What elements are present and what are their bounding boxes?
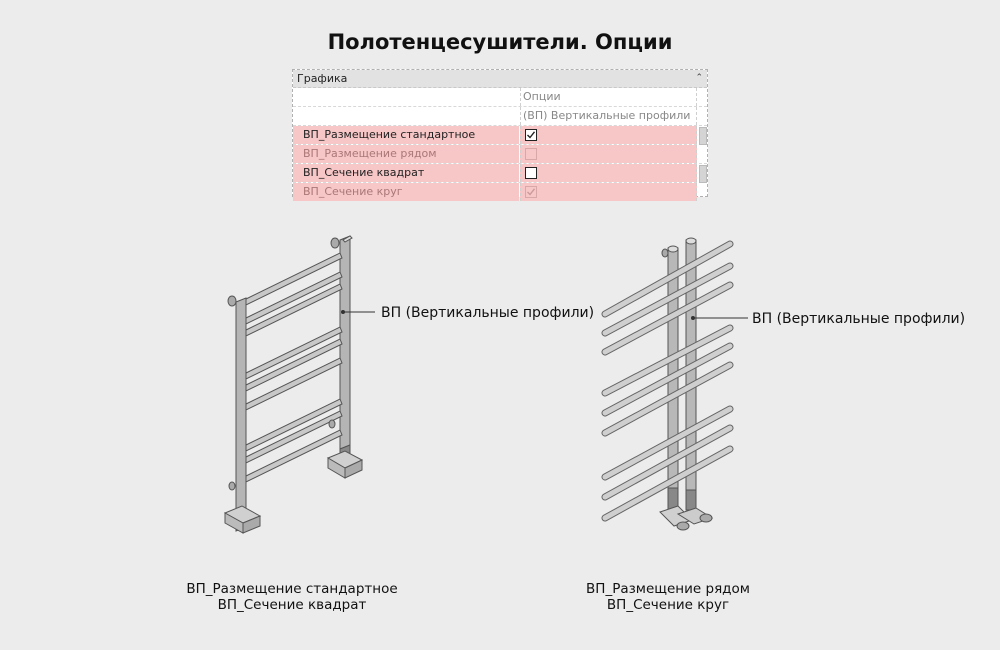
header-value-options: Опции [520,88,697,106]
caption-right-line1: ВП_Размещение рядом [586,581,750,597]
caption-left [132,581,452,613]
param-name: ВП_Сечение квадрат [293,164,519,182]
collapse-icon[interactable]: ⌃ [695,73,703,83]
caption-right-line2: ВП_Сечение круг [606,597,730,613]
page-title: Полотенцесушители. Опции [327,30,673,54]
param-name: ВП_Сечение круг [293,183,519,201]
caption-right [508,581,828,613]
param-name: ВП_Размещение стандартное [293,126,519,144]
callout-label-left: ВП (Вертикальные профили) [381,305,595,321]
header-value-profiles: (ВП) Вертикальные профили [520,107,697,125]
callout-label-right: ВП (Вертикальные профили) [752,311,966,327]
group-label: Графика [297,72,348,85]
caption-left-line2: ВП_Сечение квадрат [217,597,367,613]
param-name: ВП_Размещение рядом [293,145,519,163]
caption-left-line1: ВП_Размещение стандартное [186,581,398,597]
